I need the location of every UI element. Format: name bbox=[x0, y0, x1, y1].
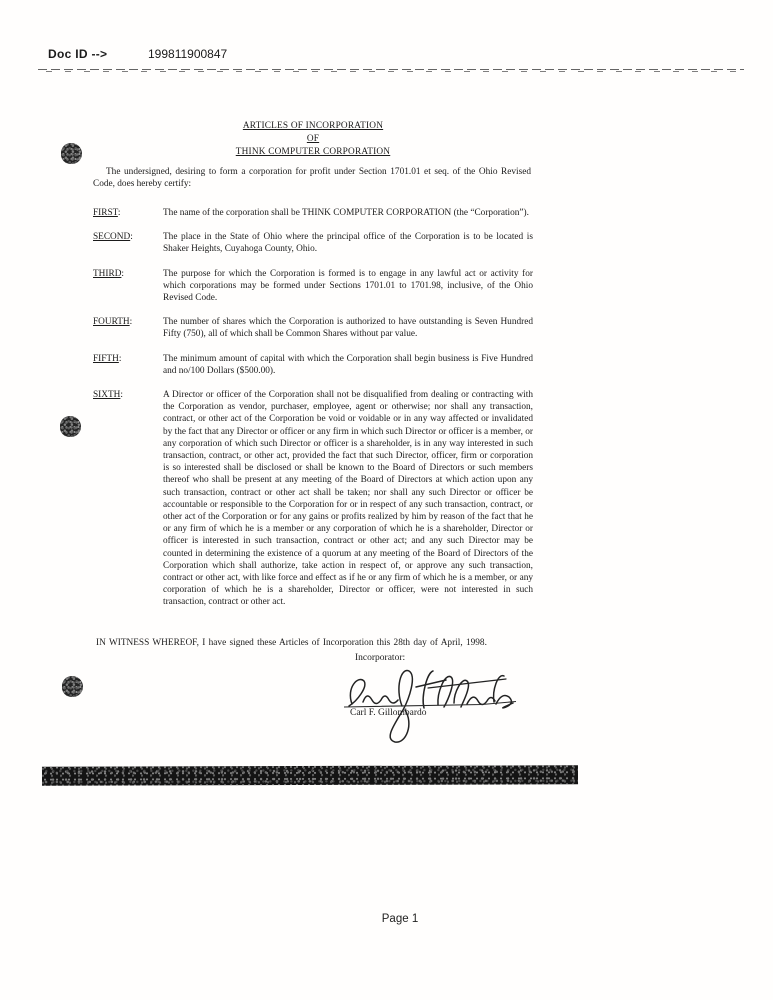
incorporator-label: Incorporator: bbox=[355, 653, 406, 663]
article-label bbox=[93, 353, 163, 377]
signatory-name: Carl F. Gillombardo bbox=[350, 708, 427, 718]
redaction-bar bbox=[42, 765, 578, 785]
document-title bbox=[93, 120, 533, 159]
article-label-text: FIRST bbox=[93, 208, 118, 218]
article-label bbox=[93, 268, 163, 305]
article-label-colon: : bbox=[129, 317, 133, 328]
intro-paragraph: The undersigned, desiring to form a corporation for profit under Section 1701.01 et seq. of the Ohio Revised Code, does hereby certify: bbox=[93, 167, 531, 190]
signature-handwriting bbox=[336, 660, 522, 752]
doc-id-row bbox=[48, 47, 228, 61]
witness-clause: IN WITNESS WHEREOF, I have signed these Articles of Incorporation this 28th day of April, 1998. bbox=[96, 638, 487, 648]
punch-hole-mark-top bbox=[61, 143, 82, 164]
signature-line bbox=[344, 702, 516, 708]
article-label bbox=[93, 207, 163, 219]
punch-hole-mark-middle bbox=[60, 416, 81, 437]
article-label-colon: : bbox=[120, 390, 123, 401]
page-number: Page 1 bbox=[381, 913, 419, 925]
article-text: The purpose for which the Corporation is formed is to engage in any lawful act or activity for which corporations may be formed under Sections 1701.01 to 1701.98, inclusive, of the Ohio Revised Code. bbox=[163, 268, 533, 304]
article-label bbox=[93, 231, 163, 255]
title-line-1: ARTICLES OF INCORPORATION bbox=[242, 121, 384, 131]
punch-hole-mark-bottom bbox=[62, 676, 83, 697]
title-line-3: THINK COMPUTER CORPORATION bbox=[235, 147, 391, 157]
article-label-text: FIFTH bbox=[93, 353, 119, 364]
article-second bbox=[93, 231, 533, 255]
article-label-text: SECOND bbox=[93, 232, 131, 243]
article-label-colon: : bbox=[130, 232, 133, 243]
article-label-colon: : bbox=[117, 208, 121, 218]
article-text: The place in the State of Ohio where the principal office of the Corporation is to be located is Shaker Heights, Cuyahoga County, Ohio. bbox=[163, 232, 533, 255]
article-text: A Director or officer of the Corporation shall not be disqualified from dealing or contracting with the Corporation as vendor, purchaser, employee, agent or otherwise; nor shall any transaction, contract, or other act of the Corporation be void or voidable or in any way affected or invalidated by the fact that any Director or officer or any firm in which such Director or officer is a member, or any corporation of which such Director or officer is a shareholder, is in any way interested in such transaction, contract, or other act, provided the fact that such Director, officer, firm or corporation is so interested shall be disclosed or shall be known to the Board of Directors or such members thereof who shall be present at any meeting of the Board of Directors at which action upon any such transaction, contract or other act shall be taken; nor shall any such Director or officer be accountable or responsible to the Corporation for or in respect of any such transaction, contract, or other act of the Corporation or for any gains or profits realized by him by reason of the fact that he or any firm of which he is a member or any corporation of which he is a shareholder, Director or officer is interested in such transaction, contract or other act; and any such Director may be counted in determining the existence of a quorum at any meeting of the Board of Directors of the Corporation which shall authorize, take action in respect of, or approve any such transaction, contract or other act, with like force and effect as if he or any firm of which he is a member, or any corporation of which he is a shareholder, Director or officer, were not interested in such transaction, contract or other act. bbox=[163, 390, 533, 608]
article-label-text: FOURTH bbox=[93, 317, 130, 328]
article-text: The name of the corporation shall be THINK COMPUTER CORPORATION (the “Corporation”). bbox=[163, 208, 529, 218]
articles-list bbox=[93, 207, 533, 621]
article-first bbox=[93, 207, 533, 219]
article-text: The number of shares which the Corporation is authorized to have outstanding is Seven Hundred Fifty (750), all of which shall be Common Shares without par value. bbox=[163, 317, 533, 340]
article-fifth bbox=[93, 353, 533, 377]
doc-id-value: 199811900847 bbox=[148, 47, 228, 61]
title-line-2: OF bbox=[306, 134, 320, 144]
header-separator-line bbox=[38, 69, 744, 72]
article-label-text: SIXTH bbox=[93, 390, 121, 401]
article-label-text: THIRD bbox=[93, 268, 122, 279]
article-text: The minimum amount of capital with which the Corporation shall begin business is Five Hundred and no/100 Dollars ($500.00). bbox=[163, 353, 533, 376]
article-label bbox=[93, 316, 163, 340]
article-fourth bbox=[93, 316, 533, 340]
article-label-colon: : bbox=[121, 268, 124, 279]
doc-id-label: Doc ID --> bbox=[48, 47, 108, 61]
article-label-colon: : bbox=[118, 353, 122, 364]
article-label bbox=[93, 389, 163, 609]
article-third bbox=[93, 268, 533, 305]
article-sixth bbox=[93, 389, 533, 609]
